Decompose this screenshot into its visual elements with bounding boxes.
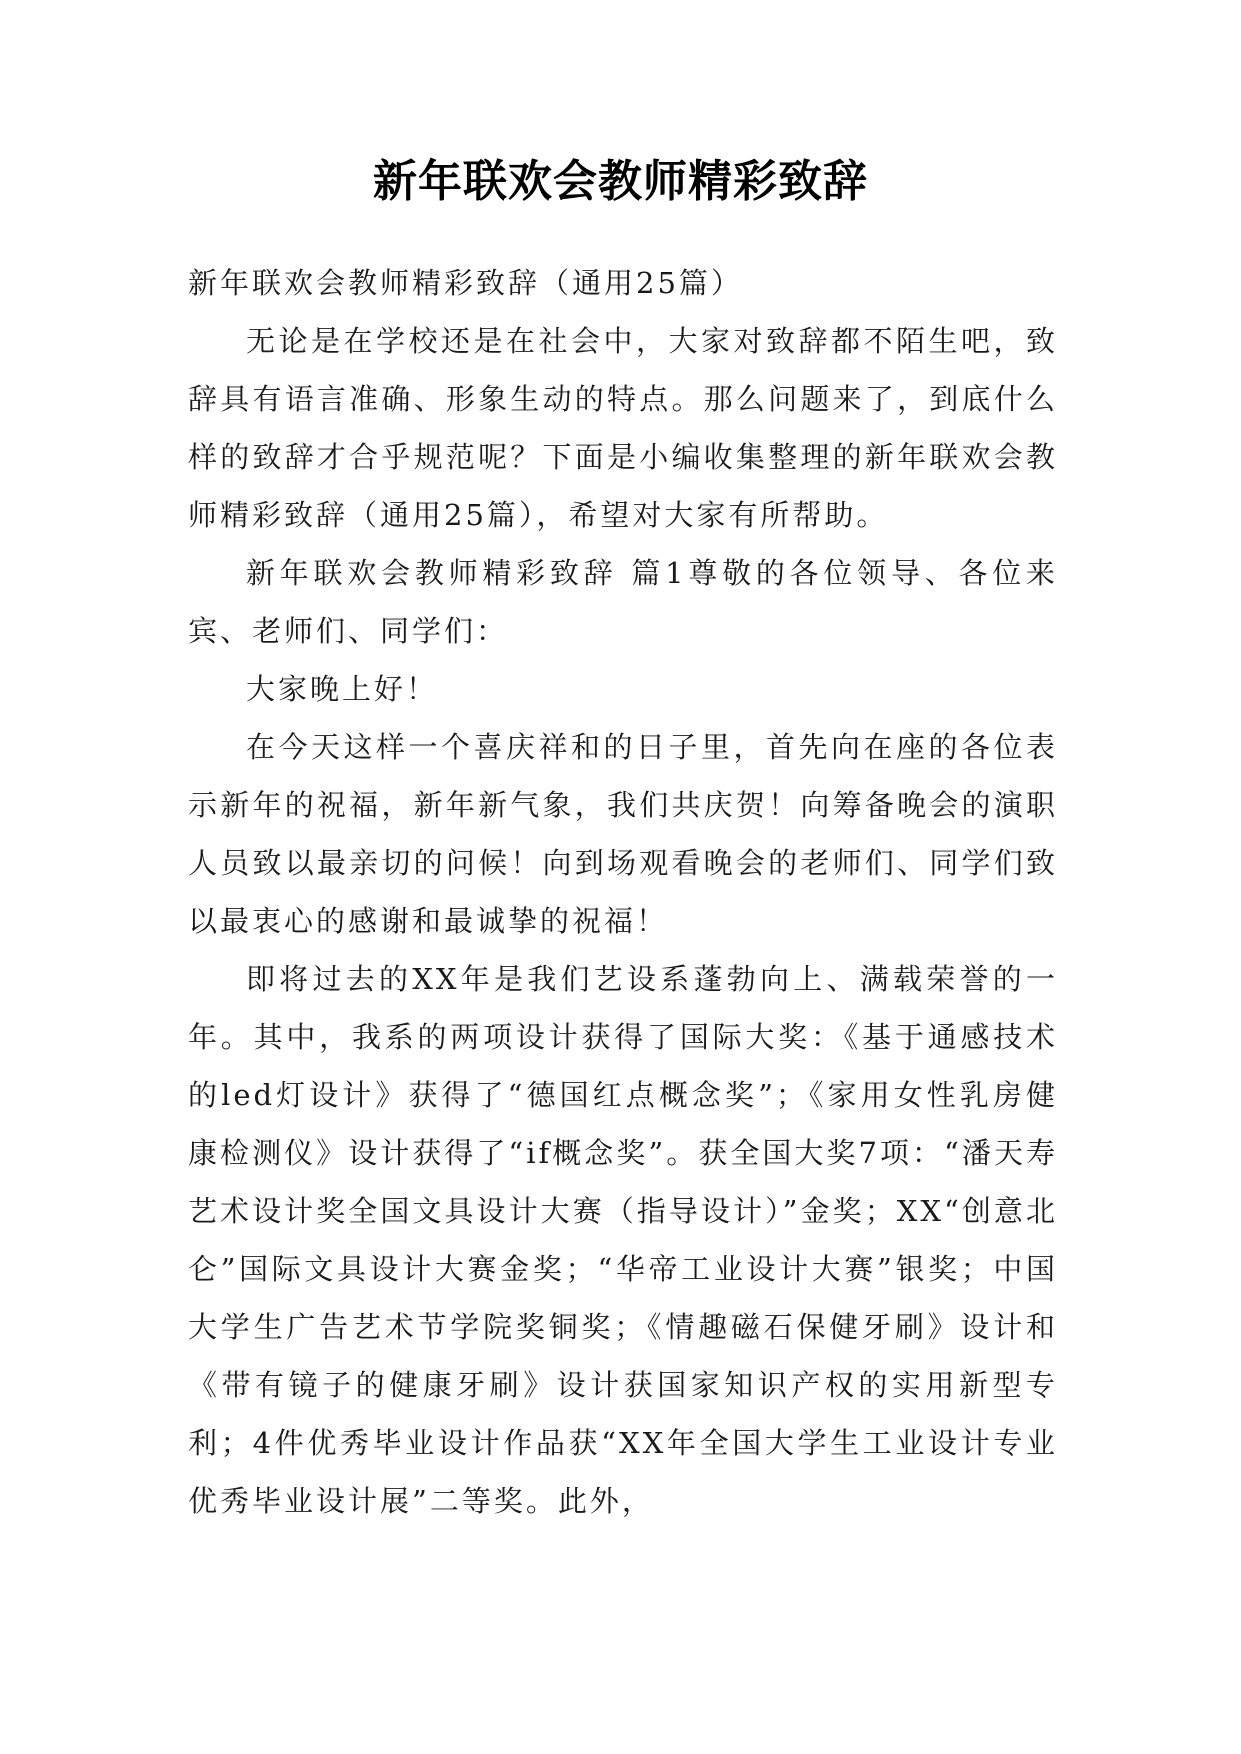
paragraph-salutation: 新年联欢会教师精彩致辞 篇1尊敬的各位领导、各位来宾、老师们、同学们：	[188, 556, 1058, 648]
paragraph-achievements: 即将过去的XX年是我们艺设系蓬勃向上、满载荣誉的一年。其中，我系的两项设计获得了国际大奖：《基于通感技术的led灯设计》获得了“德国红点概念奖”；《家用女性乳房健康检测仪》设计获得了“if概念奖”。获全国大奖7项：“潘天寿艺术设计奖全国文具设计大赛（指导设计）”金奖；XX“创意北仑”国际文具设计大赛金奖；“华帝工业设计大赛”银奖；中国大学生广告艺术节学院奖铜奖；《情趣磁石保健牙刷》设计和《带有镜子的健康牙刷》设计获国家知识产权的实用新型专利；4件优秀毕业设计作品获“XX年全国大学生工业设计专业优秀毕业设计展”二等奖。此外，	[188, 962, 1058, 1518]
document-subtitle: 新年联欢会教师精彩致辞（通用25篇）	[188, 266, 743, 300]
paragraph-blessing: 在今天这样一个喜庆祥和的日子里，首先向在座的各位表示新年的祝福，新年新气象，我们共庆贺！向筹备晚会的演职人员致以最亲切的问候！向到场观看晚会的老师们、同学们致以最衷心的感谢和最诚挚的祝福！	[188, 730, 1058, 938]
document-title: 新年联欢会教师精彩致辞	[373, 156, 868, 207]
paragraph-greeting: 大家晚上好！	[246, 672, 439, 706]
document-body	[188, 254, 1058, 1530]
paragraph-intro: 无论是在学校还是在社会中，大家对致辞都不陌生吧，致辞具有语言准确、形象生动的特点。那么问题来了，到底什么样的致辞才合乎规范呢？下面是小编收集整理的新年联欢会教师精彩致辞（通用25篇），希望对大家有所帮助。	[188, 324, 1058, 532]
